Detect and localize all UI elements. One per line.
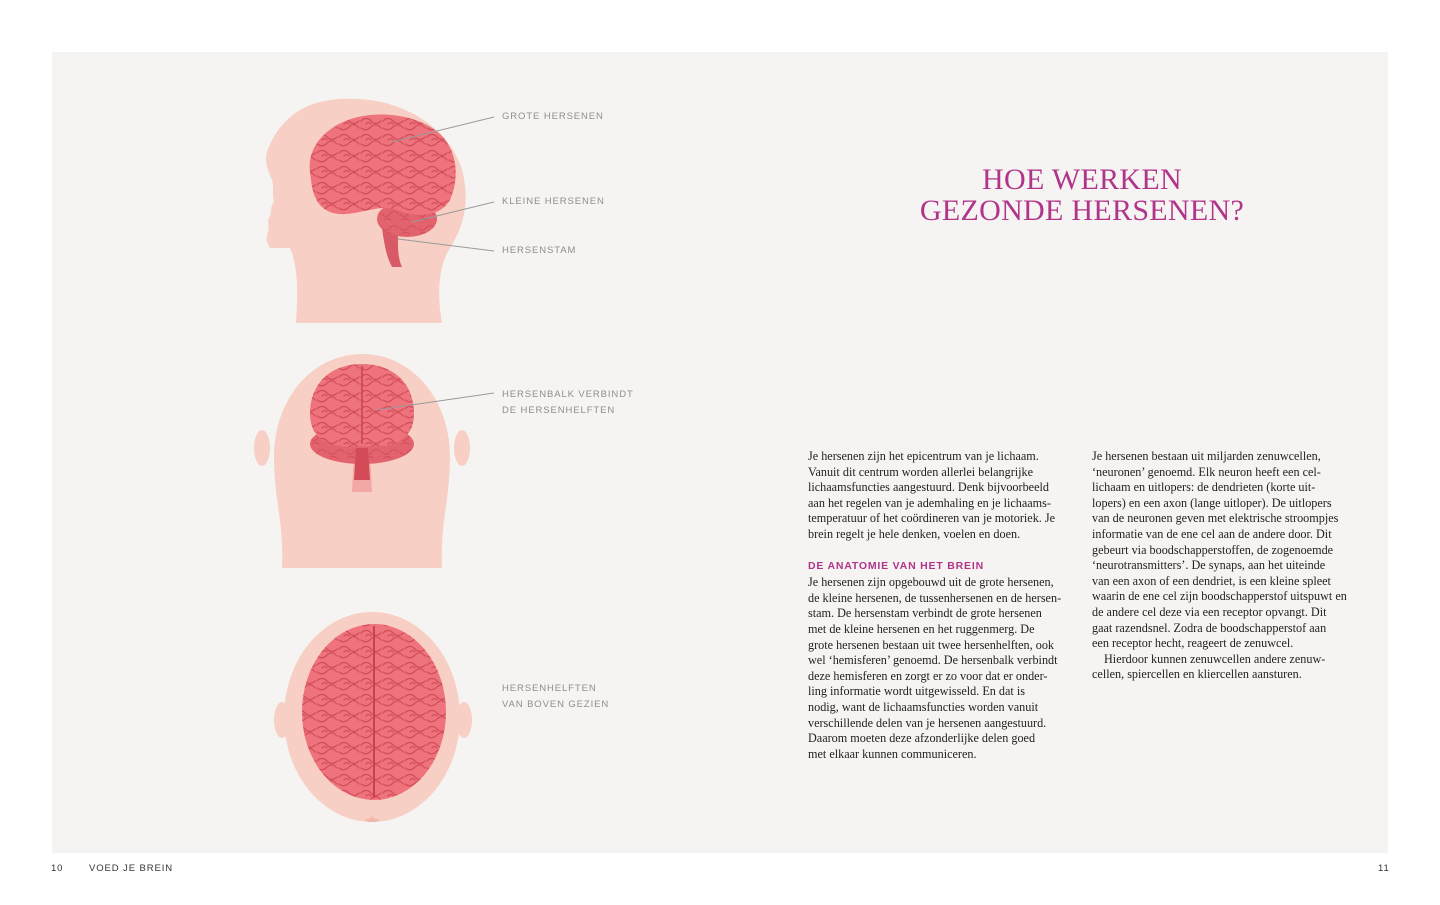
text-column-1: [808, 449, 1078, 762]
closing-paragraph: Hierdoor kunnen zenuwcellen andere zenuw- cellen, spiercellen en kliercellen aansturen.: [1092, 651, 1326, 682]
running-title: VOED JE BREIN: [89, 863, 174, 874]
page-number-right: 11: [1378, 863, 1390, 874]
page-title: HOE WERKEN GEZONDE HERSENEN?: [919, 163, 1245, 227]
label-grote-hersenen: GROTE HERSENEN: [502, 111, 604, 122]
brain-top-icon: [302, 624, 446, 800]
label-hersenbalk: HERSENBALK VERBINDT DE HERSENHELFTEN: [502, 389, 634, 416]
section-heading: DE ANATOMIE VAN HET BREIN: [808, 559, 984, 572]
label-hersenhelften: HERSENHELFTEN VAN BOVEN GEZIEN: [502, 683, 610, 710]
label-hersenstam: HERSENSTAM: [502, 245, 577, 256]
label-kleine-hersenen: KLEINE HERSENEN: [502, 196, 605, 207]
intro-paragraph: Je hersenen zijn het epicentrum van je lichaam. Vanuit dit centrum worden allerlei belangrijke lichaamsfuncties aangestuurd. Denk bijvoorbeeld aan het regelen van je ademhaling en je lichaams- temperatuur of het coördineren van je motoriek. Je brein regelt je hele denken, voelen en doen.: [808, 449, 1056, 541]
text-column-2: [1092, 449, 1362, 683]
page-number-left: 10: [51, 863, 64, 874]
anatomy-paragraph: Je hersenen zijn opgebouwd uit de grote hersenen, de kleine hersenen, de tussenhersenen en de hersen- stam. De hersenstam verbindt de grote hersenen met de kleine hersenen en het ruggenmerg. De grote hersenen bestaan uit twee hersenhelften, ook wel ‘hemisferen’ genoemd. De hersenbalk verbindt deze hemisferen en zorgt er zo voor dat er onder- ling informatie wordt uitgewisseld. En dat is nodig, want de lichaamsfuncties worden vanuit verschillende delen van je hersenen aangestuurd. Daarom moeten deze afzonderlijke delen goed met elkaar kunnen communiceren.: [808, 575, 1062, 761]
book-spread: [52, 52, 1388, 853]
neuron-paragraph: Je hersenen bestaan uit miljarden zenuwcellen, ‘neuronen’ genoemd. Elk neuron heeft een cel- lichaam en uitlopers: de dendrieten (korte uit- lopers) en een axon (lange uitloper). De uitlopers van de neuronen geven met elektrische stroompjes informatie van de ene cel aan de andere door. Dit gebeurt via boodschapperstoffen, de zogenoemde ‘neurotransmitters’. De synaps, aan het uiteinde van een axon of een dendriet, is een kleine spleet waarin de ene cel zijn boodschapperstof uitspuwt en de andere cel deze via een receptor opvangt. Dit gaat razendsnel. Zodra de boodschapperstof aan een receptor hecht, reageert de zenuwcel.: [1092, 449, 1347, 651]
